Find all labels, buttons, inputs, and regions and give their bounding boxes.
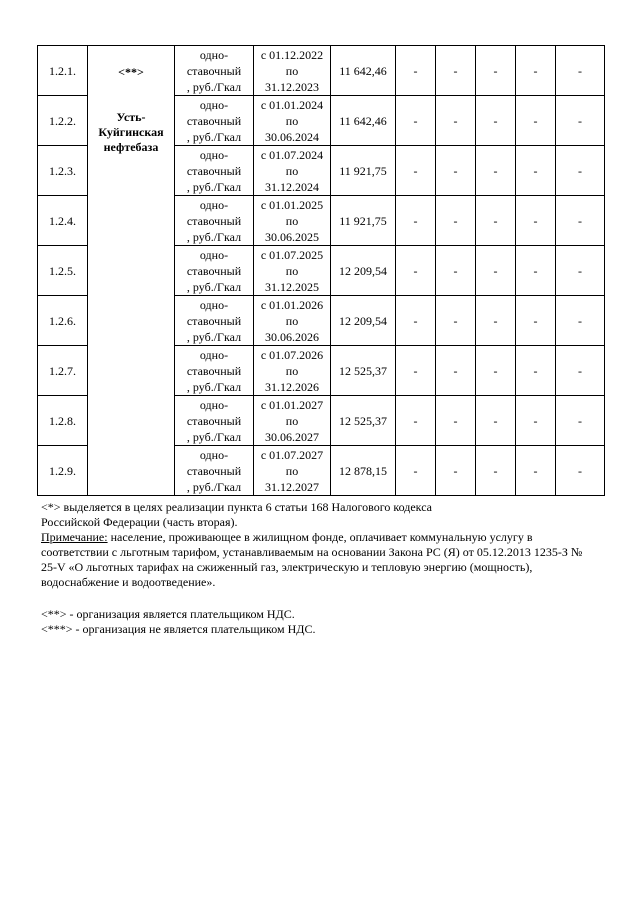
empty-value-cell: - bbox=[556, 446, 605, 496]
tariff-unit bbox=[175, 296, 254, 346]
empty-value-cell: - bbox=[476, 96, 516, 146]
tariff-unit-line: ставочный bbox=[186, 63, 242, 78]
tariff-value: 12 209,54 bbox=[331, 296, 396, 346]
empty-value-cell: - bbox=[556, 346, 605, 396]
tariff-unit-line: одно- bbox=[199, 197, 229, 212]
empty-value-cell: - bbox=[436, 346, 476, 396]
validity-period-line: 31.12.2023 bbox=[265, 79, 319, 94]
empty-value-cell: - bbox=[556, 96, 605, 146]
tariff-table bbox=[37, 45, 605, 496]
validity-period-line: по bbox=[285, 263, 299, 278]
tariff-unit-line: одно- bbox=[199, 47, 229, 62]
empty-value-cell: - bbox=[436, 146, 476, 196]
validity-period bbox=[254, 146, 331, 196]
row-number: 1.2.4. bbox=[38, 196, 88, 246]
validity-period-line: 31.12.2026 bbox=[265, 379, 319, 394]
empty-value-cell: - bbox=[436, 446, 476, 496]
validity-period bbox=[254, 346, 331, 396]
validity-period-line: 31.12.2027 bbox=[265, 479, 319, 494]
validity-period-line: по bbox=[285, 313, 299, 328]
validity-period-line: с 01.01.2024 bbox=[260, 97, 324, 112]
tariff-unit bbox=[175, 196, 254, 246]
empty-value-cell: - bbox=[396, 396, 436, 446]
tariff-value: 11 921,75 bbox=[331, 146, 396, 196]
row-number: 1.2.5. bbox=[38, 246, 88, 296]
tariff-unit bbox=[175, 246, 254, 296]
row-number: 1.2.2. bbox=[38, 96, 88, 146]
validity-period-line: с 01.01.2025 bbox=[260, 197, 324, 212]
tariff-unit bbox=[175, 396, 254, 446]
tariff-unit-line: , руб./Гкал bbox=[186, 479, 242, 494]
remark-label: Примечание: bbox=[41, 530, 108, 544]
validity-period-line: по bbox=[285, 163, 299, 178]
footnote-vat-line2: Российской Федерации (часть вторая). bbox=[41, 515, 238, 529]
tariff-unit-line: одно- bbox=[199, 397, 229, 412]
validity-period-line: 31.12.2024 bbox=[265, 179, 319, 194]
organization-vat-mark: <**> bbox=[118, 65, 144, 79]
empty-value-cell: - bbox=[436, 296, 476, 346]
validity-period bbox=[254, 296, 331, 346]
tariff-value: 11 921,75 bbox=[331, 196, 396, 246]
validity-period bbox=[254, 396, 331, 446]
tariff-unit-line: одно- bbox=[199, 97, 229, 112]
tariff-value: 12 525,37 bbox=[331, 346, 396, 396]
tariff-value: 12 525,37 bbox=[331, 396, 396, 446]
footnote-vat-allocation bbox=[41, 500, 601, 530]
empty-value-cell: - bbox=[476, 246, 516, 296]
empty-value-cell: - bbox=[396, 96, 436, 146]
tariff-unit-line: , руб./Гкал bbox=[186, 429, 242, 444]
validity-period-line: 31.12.2025 bbox=[265, 279, 319, 294]
empty-value-cell: - bbox=[396, 296, 436, 346]
tariff-value: 12 878,15 bbox=[331, 446, 396, 496]
validity-period-line: по bbox=[285, 213, 299, 228]
validity-period-line: по bbox=[285, 63, 299, 78]
validity-period-line: с 01.01.2026 bbox=[260, 297, 324, 312]
empty-value-cell: - bbox=[476, 146, 516, 196]
tariff-unit-line: одно- bbox=[199, 297, 229, 312]
empty-value-cell: - bbox=[516, 196, 556, 246]
tariff-unit-line: , руб./Гкал bbox=[186, 79, 242, 94]
empty-value-cell: - bbox=[396, 196, 436, 246]
empty-value-cell: - bbox=[516, 296, 556, 346]
tariff-unit bbox=[175, 346, 254, 396]
validity-period-line: с 01.07.2024 bbox=[260, 147, 324, 162]
footnote-vat-nonpayer: <***> - организация не является плательщиком НДС. bbox=[41, 622, 316, 636]
validity-period bbox=[254, 196, 331, 246]
tariff-unit-line: одно- bbox=[199, 447, 229, 462]
empty-value-cell: - bbox=[516, 246, 556, 296]
empty-value-cell: - bbox=[476, 346, 516, 396]
validity-period bbox=[254, 246, 331, 296]
footnote-vat-payer: <**> - организация является плательщиком НДС. bbox=[41, 607, 295, 621]
tariff-unit-line: ставочный bbox=[186, 363, 242, 378]
remark bbox=[41, 530, 601, 590]
notes-block bbox=[41, 500, 601, 637]
empty-value-cell: - bbox=[436, 396, 476, 446]
validity-period-line: по bbox=[285, 463, 299, 478]
tariff-table-body bbox=[38, 46, 605, 496]
tariff-unit-line: , руб./Гкал bbox=[186, 379, 242, 394]
tariff-unit-line: ставочный bbox=[186, 463, 242, 478]
spacer bbox=[41, 590, 601, 607]
empty-value-cell: - bbox=[516, 446, 556, 496]
validity-period-line: 30.06.2024 bbox=[265, 129, 319, 144]
tariff-unit-line: ставочный bbox=[186, 313, 242, 328]
empty-value-cell: - bbox=[516, 46, 556, 96]
empty-value-cell: - bbox=[396, 46, 436, 96]
empty-value-cell: - bbox=[516, 96, 556, 146]
organization-cell bbox=[88, 46, 175, 496]
organization-name: Усть-Куйгинская нефтебаза bbox=[98, 110, 164, 154]
table-row bbox=[38, 46, 605, 96]
tariff-unit-line: ставочный bbox=[186, 163, 242, 178]
empty-value-cell: - bbox=[436, 246, 476, 296]
validity-period bbox=[254, 46, 331, 96]
remark-text: население, проживающее в жилищном фонде, оплачивает коммунальную услугу в соответствии с льготным тарифом, устанавливаемым на основании Закона РС (Я) от 05.12.2013 1235-З № 25-V «О льготных тарифах на сжиженный газ, электрическую и тепловую энергию (мощность), водоснабжение и водоотведение». bbox=[41, 530, 583, 589]
tariff-unit-line: ставочный bbox=[186, 263, 242, 278]
empty-value-cell: - bbox=[556, 296, 605, 346]
tariff-value: 11 642,46 bbox=[331, 96, 396, 146]
tariff-unit-line: одно- bbox=[199, 247, 229, 262]
tariff-unit-line: , руб./Гкал bbox=[186, 129, 242, 144]
empty-value-cell: - bbox=[476, 196, 516, 246]
empty-value-cell: - bbox=[476, 396, 516, 446]
tariff-unit bbox=[175, 146, 254, 196]
tariff-unit-line: , руб./Гкал bbox=[186, 229, 242, 244]
validity-period-line: с 01.07.2026 bbox=[260, 347, 324, 362]
tariff-unit-line: , руб./Гкал bbox=[186, 279, 242, 294]
empty-value-cell: - bbox=[396, 146, 436, 196]
empty-value-cell: - bbox=[516, 146, 556, 196]
validity-period-line: по bbox=[285, 363, 299, 378]
empty-value-cell: - bbox=[556, 46, 605, 96]
tariff-unit-line: , руб./Гкал bbox=[186, 329, 242, 344]
tariff-value: 11 642,46 bbox=[331, 46, 396, 96]
empty-value-cell: - bbox=[556, 196, 605, 246]
footnote-vat-line1: <*> выделяется в целях реализации пункта 6 статьи 168 Налогового кодекса bbox=[41, 500, 432, 514]
empty-value-cell: - bbox=[556, 146, 605, 196]
empty-value-cell: - bbox=[436, 96, 476, 146]
row-number: 1.2.7. bbox=[38, 346, 88, 396]
row-number: 1.2.9. bbox=[38, 446, 88, 496]
tariff-unit bbox=[175, 96, 254, 146]
tariff-unit-line: , руб./Гкал bbox=[186, 179, 242, 194]
empty-value-cell: - bbox=[396, 446, 436, 496]
empty-value-cell: - bbox=[476, 296, 516, 346]
tariff-unit-line: ставочный bbox=[186, 413, 242, 428]
tariff-unit-line: одно- bbox=[199, 147, 229, 162]
empty-value-cell: - bbox=[396, 346, 436, 396]
empty-value-cell: - bbox=[516, 346, 556, 396]
empty-value-cell: - bbox=[396, 246, 436, 296]
validity-period-line: 30.06.2026 bbox=[265, 329, 319, 344]
validity-period-line: с 01.07.2027 bbox=[260, 447, 324, 462]
validity-period-line: с 01.01.2027 bbox=[260, 397, 324, 412]
row-number: 1.2.6. bbox=[38, 296, 88, 346]
validity-period-line: 30.06.2027 bbox=[265, 429, 319, 444]
empty-value-cell: - bbox=[436, 46, 476, 96]
validity-period-line: 30.06.2025 bbox=[265, 229, 319, 244]
tariff-value: 12 209,54 bbox=[331, 246, 396, 296]
empty-value-cell: - bbox=[516, 396, 556, 446]
empty-value-cell: - bbox=[556, 246, 605, 296]
validity-period-line: с 01.12.2022 bbox=[260, 47, 324, 62]
empty-value-cell: - bbox=[476, 46, 516, 96]
tariff-unit-line: одно- bbox=[199, 347, 229, 362]
tariff-unit-line: ставочный bbox=[186, 213, 242, 228]
tariff-unit-line: ставочный bbox=[186, 113, 242, 128]
row-number: 1.2.8. bbox=[38, 396, 88, 446]
validity-period bbox=[254, 446, 331, 496]
tariff-unit bbox=[175, 446, 254, 496]
validity-period-line: с 01.07.2025 bbox=[260, 247, 324, 262]
validity-period-line: по bbox=[285, 113, 299, 128]
empty-value-cell: - bbox=[556, 396, 605, 446]
empty-value-cell: - bbox=[436, 196, 476, 246]
tariff-unit bbox=[175, 46, 254, 96]
row-number: 1.2.3. bbox=[38, 146, 88, 196]
empty-value-cell: - bbox=[476, 446, 516, 496]
validity-period-line: по bbox=[285, 413, 299, 428]
row-number: 1.2.1. bbox=[38, 46, 88, 96]
validity-period bbox=[254, 96, 331, 146]
